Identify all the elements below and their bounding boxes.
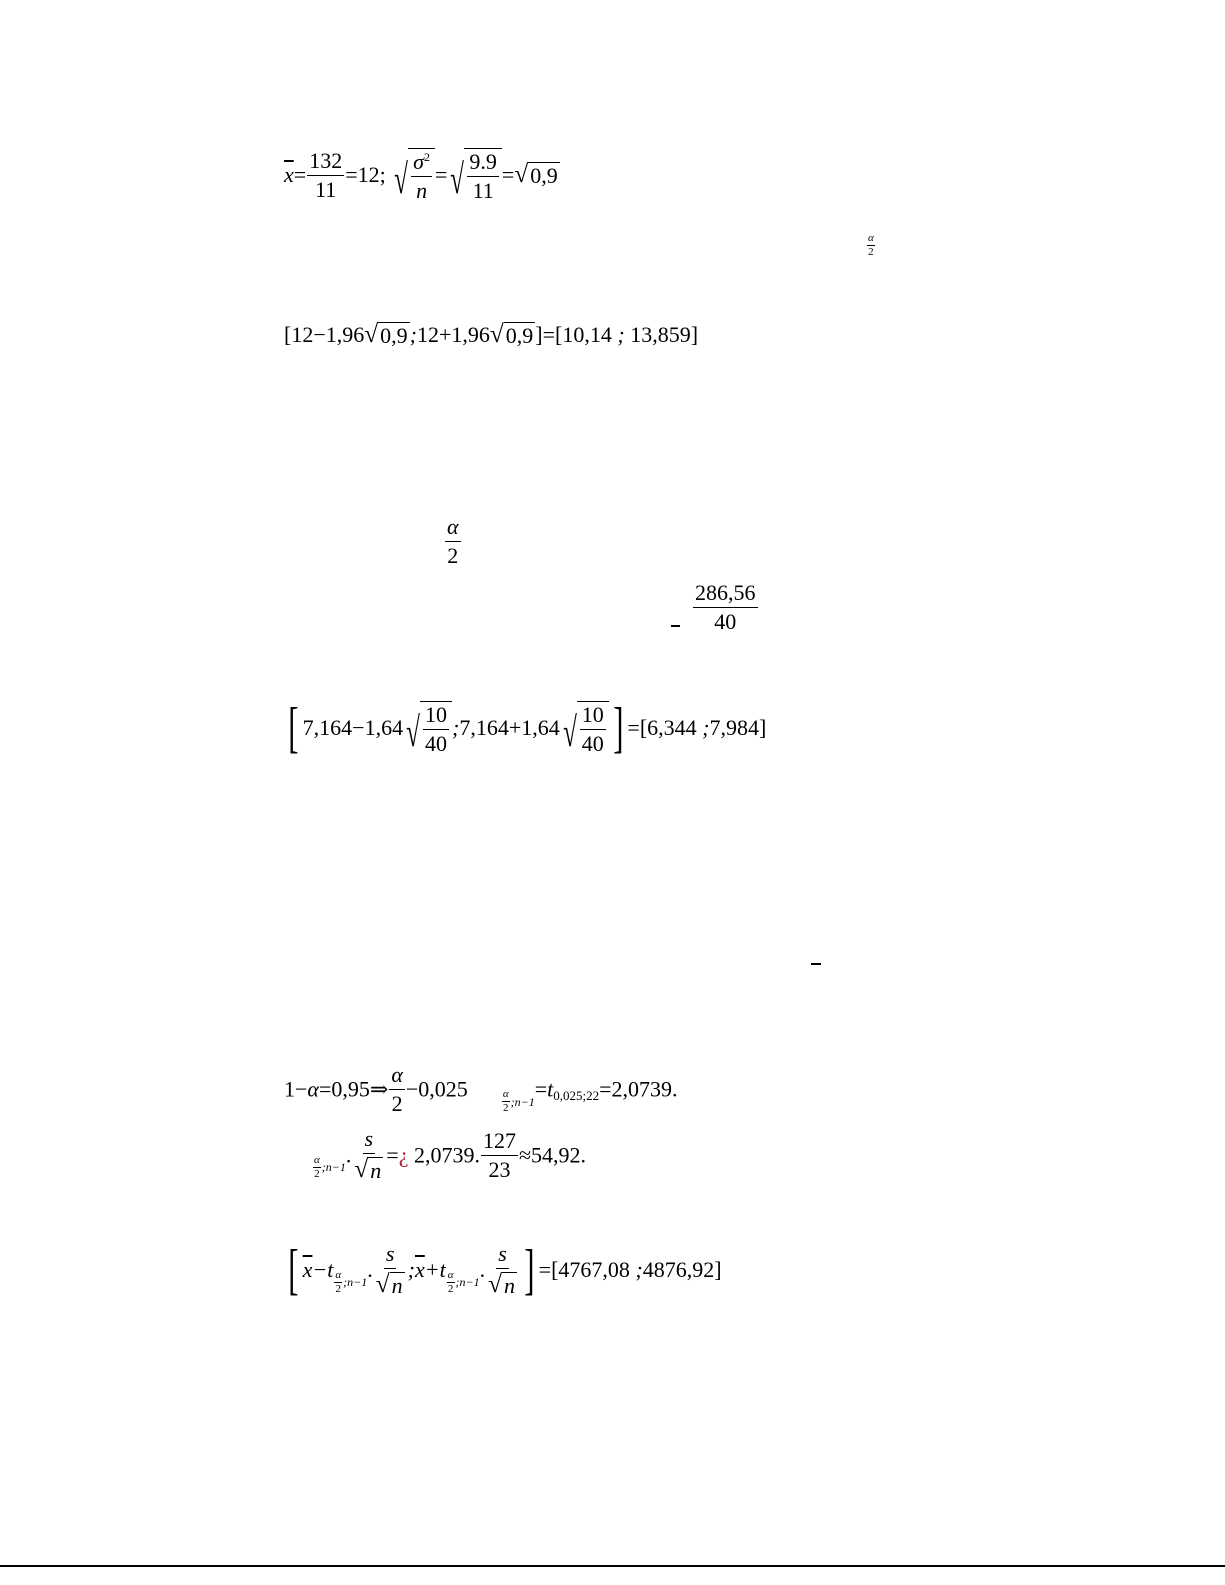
radicand: 0,9 bbox=[380, 323, 408, 349]
equation-interval-1: [12−1,96 √ 0,9 ;12+1,96 √ 0,9 ]=[10,14 ; 13,859] bbox=[284, 320, 699, 349]
open-bracket: [ bbox=[555, 321, 563, 347]
alpha-over-2 bbox=[444, 516, 462, 567]
result-upper: 7,984 bbox=[709, 715, 759, 740]
plus-t: +t bbox=[424, 1257, 446, 1282]
radicand: 0,9 bbox=[530, 163, 558, 189]
denominator: 2 bbox=[314, 1167, 320, 1180]
dot: . bbox=[367, 1257, 373, 1282]
equation-mean-sd bbox=[284, 148, 560, 202]
numerator: 10 bbox=[423, 704, 449, 730]
denominator: 2 bbox=[391, 1091, 403, 1116]
term-b: =0,95⇒ bbox=[318, 1076, 389, 1102]
result-upper: 4876,92 bbox=[642, 1257, 715, 1282]
close-bracket: ] bbox=[758, 715, 767, 740]
alpha-symbol: α bbox=[445, 516, 461, 542]
fraction-9-9-11 bbox=[467, 151, 499, 202]
close-bracket-large: ] bbox=[612, 697, 624, 759]
open-bracket: [ bbox=[639, 715, 648, 740]
equation-alpha-t-value bbox=[284, 1064, 678, 1115]
subscript-alpha-2-n-1 bbox=[446, 1270, 480, 1295]
result-lower: 10,14 bbox=[562, 321, 612, 347]
result-text: =12; bbox=[345, 162, 386, 187]
equals-sign: = bbox=[627, 715, 640, 740]
alpha-symbol: α bbox=[307, 1076, 319, 1102]
subscript-rest: ;n−1 bbox=[455, 1275, 480, 1289]
numerator: 10 bbox=[580, 704, 606, 730]
t-symbol: t bbox=[547, 1076, 554, 1102]
equals-sign: = bbox=[501, 162, 515, 187]
subscript-rest: ;n−1 bbox=[321, 1160, 346, 1175]
numerator bbox=[411, 151, 432, 177]
radicand: n bbox=[370, 1158, 382, 1184]
alpha-symbol: α bbox=[447, 1268, 454, 1281]
equals-sign: = bbox=[435, 162, 448, 187]
numerator: 132 bbox=[307, 150, 344, 176]
xbar-symbol: $\overline{x}$ bbox=[284, 162, 294, 187]
s-symbol: s bbox=[363, 1128, 376, 1154]
denominator: 40 bbox=[425, 731, 448, 756]
equals-sign: = bbox=[386, 1142, 399, 1168]
result-lower: 6,344 bbox=[647, 715, 697, 740]
page-bottom-rule bbox=[0, 1565, 1225, 1567]
t-value: 2,0739. bbox=[413, 1142, 480, 1168]
equation-interval-2: [ 7,164−1,64 √ $\frac{10}{40}$ ;7,164+1,64 √ $\frac{10}{40}$ ] =[6,344 ;7,984] bbox=[288, 697, 767, 759]
denominator: 40 bbox=[714, 609, 737, 634]
radicand: 0,9 bbox=[505, 323, 534, 349]
alpha-symbol: α bbox=[502, 1088, 509, 1100]
denominator: 2 bbox=[868, 246, 874, 258]
s-symbol: s bbox=[496, 1243, 509, 1269]
s-symbol: s bbox=[384, 1243, 397, 1269]
sigma-symbol: σ bbox=[413, 149, 425, 174]
subscript-alpha-2-n-1 bbox=[312, 1155, 346, 1180]
semicolon: ; bbox=[407, 1257, 415, 1282]
close-bracket: ] bbox=[535, 321, 543, 347]
numerator: 127 bbox=[481, 1130, 518, 1156]
alpha-over-2-small bbox=[866, 233, 876, 258]
equals-sign: = bbox=[542, 321, 556, 347]
subscript-alpha-2-n-1 bbox=[333, 1270, 367, 1295]
equals-sign: = bbox=[534, 1076, 548, 1102]
xbar-symbol: $\overline{x}$ bbox=[414, 1257, 425, 1282]
open-bracket: [ bbox=[284, 321, 292, 347]
denominator: 23 bbox=[488, 1156, 511, 1182]
exponent: 2 bbox=[424, 150, 431, 164]
fraction-132-11 bbox=[307, 147, 344, 202]
sqrt-0-9: √ 0,9 bbox=[514, 160, 558, 189]
sqrt-9-9-over-11: √ $\frac{9.9}{11}$ bbox=[447, 148, 501, 202]
sqrt-0-9-b: √ 0,9 bbox=[489, 320, 534, 349]
sqrt-0-9: √ 0,9 bbox=[364, 320, 408, 349]
alpha-symbol: α bbox=[868, 232, 874, 244]
denominator: 11 bbox=[472, 178, 494, 203]
dot: . bbox=[479, 1257, 486, 1282]
sqrt-10-over-40: √ $\frac{10}{40}$ bbox=[403, 701, 452, 755]
result-text: =2,0739. bbox=[599, 1076, 678, 1102]
numerator: 9.9 bbox=[467, 151, 499, 177]
fraction-10-40 bbox=[423, 704, 449, 755]
semicolon: ; bbox=[409, 321, 417, 347]
inverted-question-mark: ¿ bbox=[398, 1142, 409, 1168]
term-c: −0,025 bbox=[405, 1076, 468, 1102]
t-subscript: 0,025;22 bbox=[553, 1088, 600, 1103]
denominator: n bbox=[416, 178, 428, 203]
denominator: 11 bbox=[315, 176, 337, 202]
term-a: 1− bbox=[284, 1076, 308, 1102]
sqrt-10-over-40-b: √ $\frac{10}{40}$ bbox=[560, 701, 609, 755]
xbar-symbol: $\overline{x}$ bbox=[302, 1257, 313, 1282]
denominator: 2 bbox=[447, 1282, 454, 1295]
dot: . bbox=[345, 1142, 352, 1168]
fraction-sigma-n bbox=[411, 151, 432, 202]
fraction-10-40 bbox=[580, 704, 606, 755]
fraction-286-56-over-40 bbox=[692, 582, 759, 633]
equals-sign: = bbox=[293, 162, 307, 187]
equals-sign: = bbox=[538, 1257, 552, 1282]
alpha-symbol: α bbox=[335, 1268, 342, 1281]
open-bracket: [ bbox=[551, 1257, 559, 1282]
denominator: 40 bbox=[581, 731, 604, 756]
sqrt-n: √ n bbox=[375, 1270, 403, 1299]
alpha-symbol: α bbox=[389, 1064, 405, 1090]
close-bracket-large: ] bbox=[524, 1239, 535, 1301]
close-bracket: ] bbox=[690, 321, 699, 347]
radicand: n bbox=[391, 1273, 403, 1299]
numerator: 286,56 bbox=[693, 582, 758, 608]
sqrt-sigma-over-n: √ $\frac{\sigma^2}{n}$ bbox=[391, 148, 435, 202]
denominator: 2 bbox=[502, 1102, 509, 1114]
result-lower: 4767,08 bbox=[558, 1257, 630, 1282]
term-a: 7,164−1,64 bbox=[302, 715, 404, 740]
subscript-rest: ;n−1 bbox=[510, 1094, 535, 1109]
denominator: 2 bbox=[335, 1282, 342, 1295]
equation-interval-3: [ $\overline{x}-t$ $\frac{\alpha}{2}$ ;n−1 . s √ n $;\overline{x}+t$ $\frac{\alpha}{2}$ ;n−1 . s √ n ] =[4767,08 ;4876,92] bbox=[288, 1239, 722, 1301]
alpha-symbol: α bbox=[314, 1153, 320, 1166]
subscript-alpha-2-n-1 bbox=[501, 1089, 535, 1114]
minus-mark bbox=[811, 963, 821, 965]
minus-t: −t bbox=[312, 1257, 334, 1282]
open-bracket-large: [ bbox=[288, 697, 299, 759]
close-bracket: ] bbox=[714, 1257, 722, 1282]
semicolon: ; bbox=[452, 715, 460, 740]
sqrt-n: √ n bbox=[354, 1155, 382, 1184]
term-a: 12−1,96 bbox=[291, 321, 365, 347]
equation-margin bbox=[312, 1128, 586, 1183]
term-b: 12+1,96 bbox=[416, 321, 490, 347]
minus-mark bbox=[671, 625, 680, 627]
radicand: n bbox=[503, 1273, 515, 1299]
denominator: 2 bbox=[447, 543, 459, 568]
result-text: ≈54,92. bbox=[518, 1142, 587, 1168]
open-bracket-large: [ bbox=[288, 1239, 299, 1301]
result-upper: 13,859 bbox=[630, 321, 691, 347]
sqrt-n: √ n bbox=[488, 1270, 515, 1299]
subscript-rest: ;n−1 bbox=[343, 1275, 368, 1289]
term-b: 7,164+1,64 bbox=[459, 715, 560, 740]
